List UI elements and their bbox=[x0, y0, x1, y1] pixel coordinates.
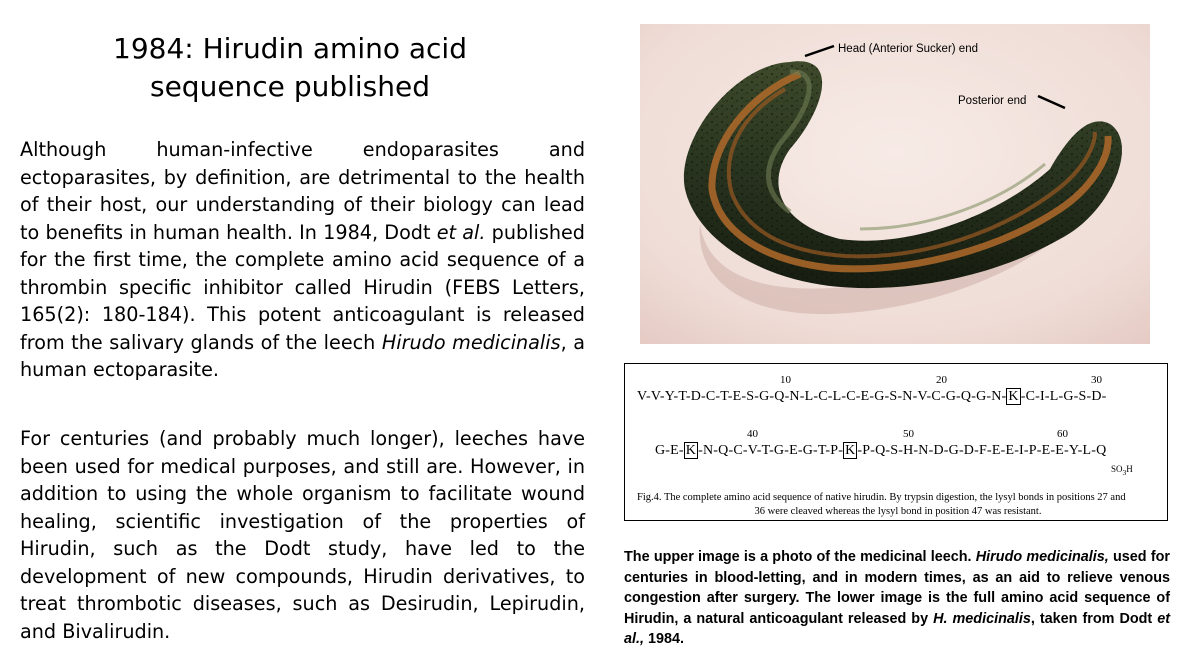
sulfate-h: H bbox=[1126, 464, 1133, 474]
cap-b: used for centuries in blood-letting, and in modern times, as an aid to relieve venous congestion after surgery. The lower image is the full amino acid sequence of Hirudin, a natural anticoagulant released by bbox=[624, 549, 1170, 627]
cap-species: Hirudo medicinalis, bbox=[975, 549, 1109, 565]
p1-et-al: et al. bbox=[436, 220, 486, 244]
p1-text-a: Although human-infective endoparasites and ectoparasites, by definition, are detrimental to the health of their host, our understanding of their biology can lead to benefits in human health. In 1984, Dodt bbox=[20, 138, 585, 244]
sequence-figure bbox=[624, 363, 1168, 521]
seq-number-40: 40 bbox=[747, 428, 758, 440]
seq-number-50: 50 bbox=[903, 428, 914, 440]
cap-et-al: et al., bbox=[624, 610, 1171, 647]
seq-row2-c: -P-Q-S-H-N-D-G-D-F-E-E-I-P-E-E-Y-L-Q bbox=[857, 443, 1107, 458]
seq-number-30: 30 bbox=[1091, 374, 1102, 386]
sulfate-sub: 3 bbox=[1122, 467, 1127, 477]
paragraph-1 bbox=[20, 136, 585, 384]
seq-row1-b: -C-I-L-G-S-D- bbox=[1020, 389, 1107, 404]
label-posterior-end: Posterior end bbox=[958, 95, 1027, 107]
leech-photo bbox=[640, 24, 1150, 344]
title-line-2: sequence published bbox=[149, 70, 430, 103]
paragraph-2: For centuries (and probably much longer), leeches have been used for medical purposes, and still are. However, in addition to using the whole organism to facilitate wound healing, scientific investigation of the properties of Hirudin, such as the Dodt study, have led to the development of new compounds, Hirudin derivatives, to treat thrombotic diseases, such as Desirudin, Lepirudin, and Bivalirudin. bbox=[20, 427, 585, 643]
p1-species: Hirudo medicinalis bbox=[381, 330, 561, 354]
sequence-row-2 bbox=[655, 443, 1106, 459]
cap-species-abbrev: H. medicinalis bbox=[933, 610, 1031, 627]
sequence-row-1 bbox=[637, 389, 1107, 405]
lysine-47-box: K bbox=[845, 443, 856, 458]
fig-text-2: 36 were cleaved whereas the lysyl bond in position 47 was resistant. bbox=[754, 506, 1042, 517]
image-caption bbox=[624, 547, 1170, 650]
fig-label: Fig.4. bbox=[637, 492, 662, 503]
seq-number-10: 10 bbox=[780, 374, 791, 386]
label-head-end: Head (Anterior Sucker) end bbox=[838, 43, 978, 55]
sulfate-label bbox=[1111, 464, 1133, 477]
seq-number-60: 60 bbox=[1057, 428, 1068, 440]
slide-title bbox=[20, 30, 560, 106]
seq-row2-a: G-E- bbox=[655, 443, 684, 458]
lysine-36-box: K bbox=[685, 443, 697, 458]
cap-a: The upper image is a photo of the medicinal leech. bbox=[624, 549, 976, 565]
lysine-27-box: K bbox=[1008, 389, 1019, 404]
p1-text-b: published for the first time, the complete amino acid sequence of a thrombin specific inhibitor called Hirudin (FEBS Letters, 165(2): 180-184). This potent anticoagulant is released from the salivary glands of the leech bbox=[20, 220, 585, 354]
seq-number-20: 20 bbox=[936, 374, 947, 386]
p1-text-c: , a human ectoparasite. bbox=[20, 330, 585, 381]
fig-text-1: The complete amino acid sequence of native hirudin. By trypsin digestion, the lysyl bonds in positions 27 and bbox=[661, 492, 1126, 503]
seq-row1-a: V-V-Y-T-D-C-T-E-S-G-Q-N-L-C-L-C-E-G-S-N-V-C-G-Q-G-N- bbox=[637, 389, 1007, 404]
seq-row2-b: -N-Q-C-V-T-G-E-G-T-P- bbox=[698, 443, 844, 458]
cap-c: , taken from Dodt bbox=[1030, 610, 1158, 627]
title-line-1: 1984: Hirudin amino acid bbox=[113, 32, 467, 65]
sulfate-so: SO bbox=[1111, 464, 1123, 474]
cap-d: 1984. bbox=[644, 631, 685, 647]
figure-caption bbox=[637, 491, 1159, 519]
